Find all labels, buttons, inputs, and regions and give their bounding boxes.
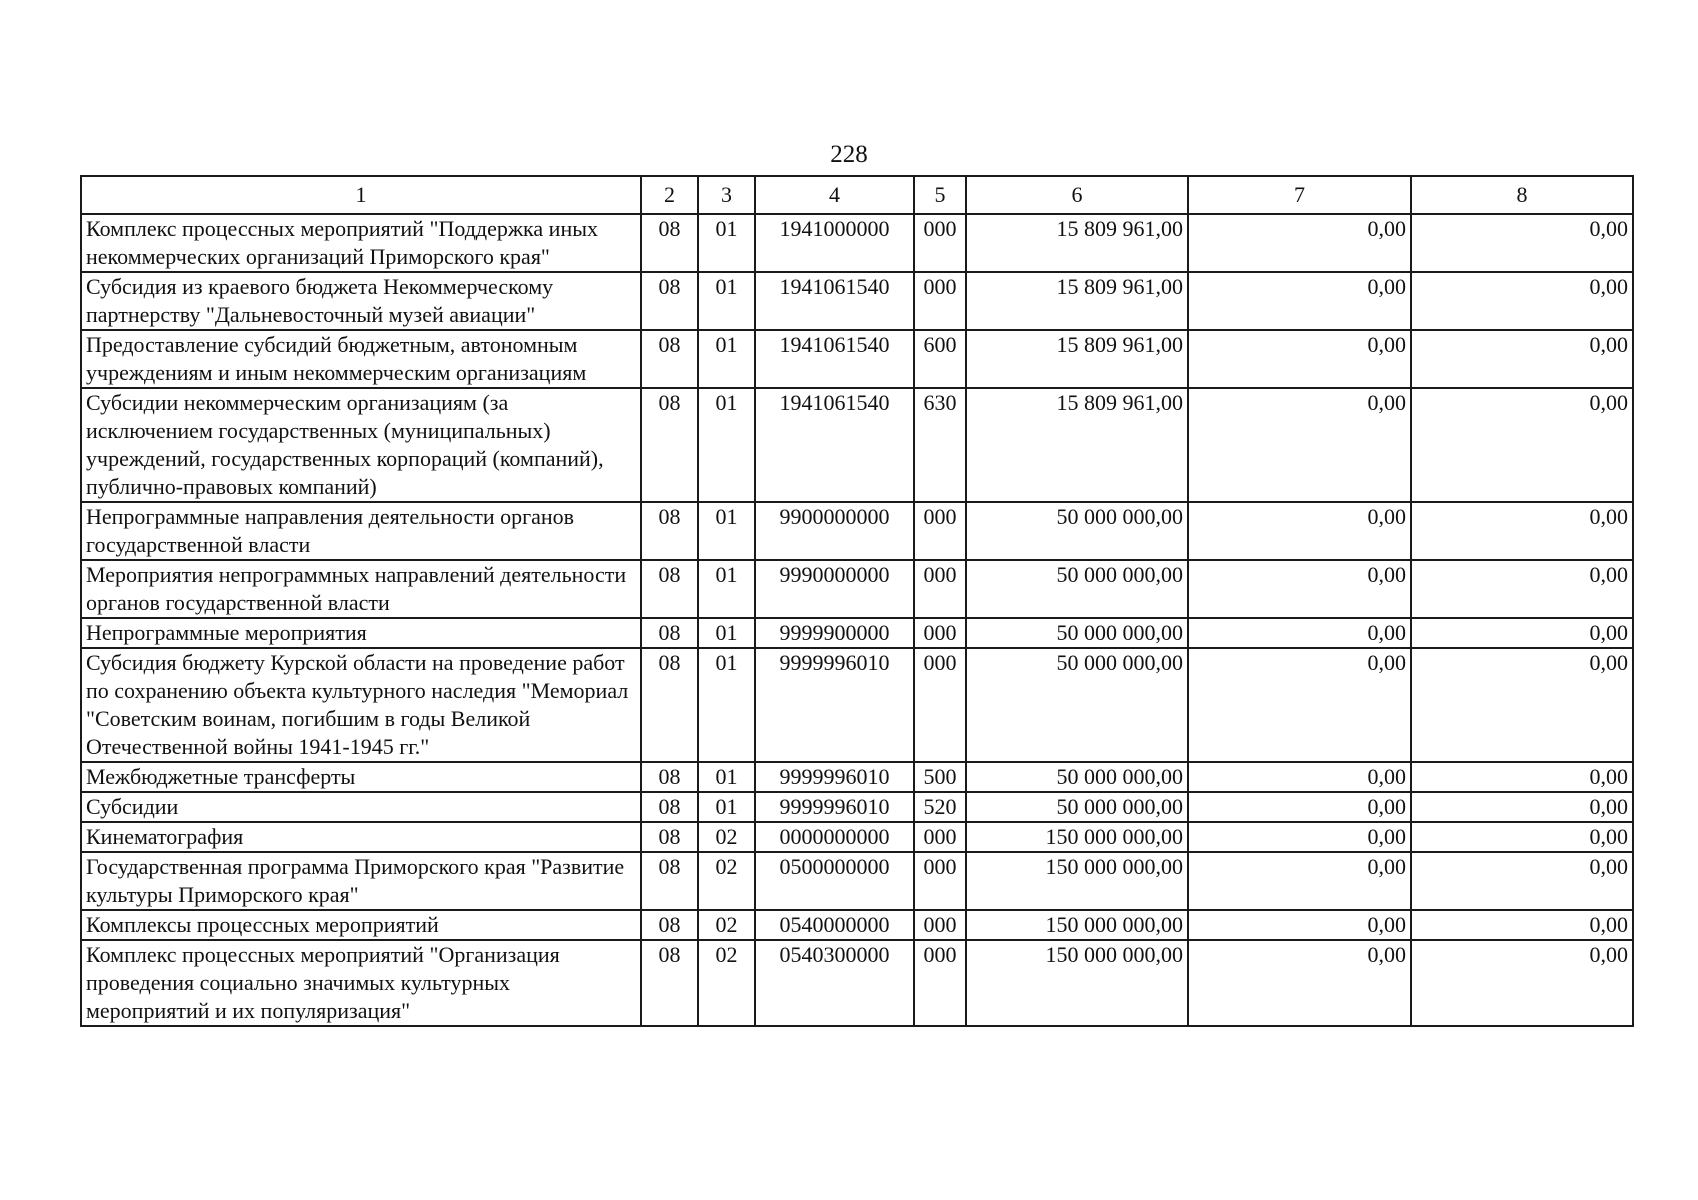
cell-subsection: 01 <box>698 618 755 648</box>
cell-target-article: 9999996010 <box>755 648 914 762</box>
cell-section: 08 <box>641 618 698 648</box>
cell-amount-6: 150 000 000,00 <box>966 940 1188 1026</box>
table-row <box>81 648 1633 762</box>
cell-target-article: 9999996010 <box>755 762 914 792</box>
cell-subsection: 01 <box>698 762 755 792</box>
row-name: Комплекс процессных мероприятий "Организация проведения социально значимых культурных мероприятий и их популяризация" <box>81 940 641 1026</box>
cell-amount-8: 0,00 <box>1411 910 1633 940</box>
row-name: Межбюджетные трансферты <box>81 762 641 792</box>
cell-amount-8: 0,00 <box>1411 272 1633 330</box>
cell-expense-type: 000 <box>914 560 966 618</box>
cell-amount-7: 0,00 <box>1188 792 1411 822</box>
cell-section: 08 <box>641 792 698 822</box>
cell-expense-type: 000 <box>914 822 966 852</box>
cell-section: 08 <box>641 388 698 502</box>
cell-amount-8: 0,00 <box>1411 618 1633 648</box>
cell-target-article: 9990000000 <box>755 560 914 618</box>
cell-section: 08 <box>641 648 698 762</box>
table-row <box>81 910 1633 940</box>
cell-amount-8: 0,00 <box>1411 648 1633 762</box>
cell-expense-type: 000 <box>914 618 966 648</box>
row-name: Субсидии некоммерческим организациям (за исключением государственных (муниципальных) учреждений, государственных корпораций (компаний), публично-правовых компаний) <box>81 388 641 502</box>
cell-subsection: 01 <box>698 272 755 330</box>
table-row <box>81 272 1633 330</box>
table-row <box>81 940 1633 1026</box>
cell-amount-8: 0,00 <box>1411 792 1633 822</box>
cell-expense-type: 000 <box>914 852 966 910</box>
table-row <box>81 618 1633 648</box>
cell-amount-8: 0,00 <box>1411 388 1633 502</box>
cell-expense-type: 000 <box>914 502 966 560</box>
row-name: Государственная программа Приморского края "Развитие культуры Приморского края" <box>81 852 641 910</box>
cell-amount-6: 150 000 000,00 <box>966 910 1188 940</box>
cell-target-article: 0540000000 <box>755 910 914 940</box>
column-header: 8 <box>1411 176 1633 214</box>
cell-section: 08 <box>641 910 698 940</box>
cell-amount-6: 50 000 000,00 <box>966 648 1188 762</box>
cell-target-article: 9999996010 <box>755 792 914 822</box>
cell-subsection: 02 <box>698 852 755 910</box>
table-row <box>81 330 1633 388</box>
cell-amount-7: 0,00 <box>1188 330 1411 388</box>
cell-subsection: 01 <box>698 648 755 762</box>
page-number: 228 <box>830 141 868 168</box>
budget-table <box>80 175 1634 1027</box>
row-name: Субсидия бюджету Курской области на проведение работ по сохранению объекта культурного наследия "Мемориал "Советским воинам, погибшим в годы Великой Отечественной войны 1941-1945 гг." <box>81 648 641 762</box>
cell-amount-8: 0,00 <box>1411 822 1633 852</box>
cell-section: 08 <box>641 852 698 910</box>
cell-subsection: 02 <box>698 910 755 940</box>
cell-amount-8: 0,00 <box>1411 852 1633 910</box>
table-row <box>81 822 1633 852</box>
cell-amount-6: 50 000 000,00 <box>966 502 1188 560</box>
cell-amount-6: 150 000 000,00 <box>966 852 1188 910</box>
cell-subsection: 01 <box>698 560 755 618</box>
row-name: Непрограммные направления деятельности органов государственной власти <box>81 502 641 560</box>
cell-amount-8: 0,00 <box>1411 330 1633 388</box>
cell-subsection: 02 <box>698 822 755 852</box>
table-body <box>81 214 1633 1026</box>
cell-subsection: 01 <box>698 214 755 272</box>
cell-target-article: 1941061540 <box>755 272 914 330</box>
row-name: Комплекс процессных мероприятий "Поддержка иных некоммерческих организаций Приморского края" <box>81 214 641 272</box>
cell-target-article: 9900000000 <box>755 502 914 560</box>
table-row <box>81 502 1633 560</box>
cell-amount-7: 0,00 <box>1188 214 1411 272</box>
cell-expense-type: 500 <box>914 762 966 792</box>
cell-amount-8: 0,00 <box>1411 940 1633 1026</box>
table-row <box>81 792 1633 822</box>
cell-amount-6: 15 809 961,00 <box>966 330 1188 388</box>
cell-amount-8: 0,00 <box>1411 214 1633 272</box>
column-header: 7 <box>1188 176 1411 214</box>
cell-amount-6: 150 000 000,00 <box>966 822 1188 852</box>
cell-amount-6: 15 809 961,00 <box>966 272 1188 330</box>
table-row <box>81 852 1633 910</box>
cell-target-article: 9999900000 <box>755 618 914 648</box>
cell-subsection: 02 <box>698 940 755 1026</box>
cell-amount-6: 50 000 000,00 <box>966 560 1188 618</box>
cell-section: 08 <box>641 272 698 330</box>
cell-amount-7: 0,00 <box>1188 822 1411 852</box>
column-header: 2 <box>641 176 698 214</box>
row-name: Непрограммные мероприятия <box>81 618 641 648</box>
cell-section: 08 <box>641 502 698 560</box>
cell-subsection: 01 <box>698 388 755 502</box>
cell-target-article: 1941061540 <box>755 388 914 502</box>
table-row <box>81 560 1633 618</box>
cell-amount-7: 0,00 <box>1188 762 1411 792</box>
cell-expense-type: 630 <box>914 388 966 502</box>
cell-target-article: 0000000000 <box>755 822 914 852</box>
table-header <box>81 176 1633 214</box>
cell-section: 08 <box>641 214 698 272</box>
cell-amount-7: 0,00 <box>1188 940 1411 1026</box>
table-row <box>81 214 1633 272</box>
cell-amount-6: 50 000 000,00 <box>966 762 1188 792</box>
cell-target-article: 0540300000 <box>755 940 914 1026</box>
cell-section: 08 <box>641 762 698 792</box>
cell-amount-6: 50 000 000,00 <box>966 618 1188 648</box>
cell-expense-type: 000 <box>914 940 966 1026</box>
cell-expense-type: 000 <box>914 272 966 330</box>
cell-target-article: 1941061540 <box>755 330 914 388</box>
cell-target-article: 0500000000 <box>755 852 914 910</box>
cell-subsection: 01 <box>698 502 755 560</box>
column-header: 4 <box>755 176 914 214</box>
row-name: Предоставление субсидий бюджетным, автономным учреждениям и иным некоммерческим организациям <box>81 330 641 388</box>
cell-expense-type: 520 <box>914 792 966 822</box>
cell-amount-6: 15 809 961,00 <box>966 388 1188 502</box>
cell-amount-7: 0,00 <box>1188 852 1411 910</box>
cell-amount-8: 0,00 <box>1411 762 1633 792</box>
cell-amount-6: 50 000 000,00 <box>966 792 1188 822</box>
cell-amount-8: 0,00 <box>1411 502 1633 560</box>
column-header: 1 <box>81 176 641 214</box>
cell-section: 08 <box>641 940 698 1026</box>
cell-amount-7: 0,00 <box>1188 648 1411 762</box>
cell-target-article: 1941000000 <box>755 214 914 272</box>
table-row <box>81 388 1633 502</box>
header-row <box>81 176 1633 214</box>
cell-expense-type: 000 <box>914 214 966 272</box>
row-name: Субсидия из краевого бюджета Некоммерческому партнерству "Дальневосточный музей авиации" <box>81 272 641 330</box>
cell-amount-6: 15 809 961,00 <box>966 214 1188 272</box>
cell-amount-7: 0,00 <box>1188 502 1411 560</box>
column-header: 5 <box>914 176 966 214</box>
cell-subsection: 01 <box>698 792 755 822</box>
cell-expense-type: 000 <box>914 648 966 762</box>
row-name: Комплексы процессных мероприятий <box>81 910 641 940</box>
cell-amount-7: 0,00 <box>1188 388 1411 502</box>
row-name: Мероприятия непрограммных направлений деятельности органов государственной власти <box>81 560 641 618</box>
cell-amount-7: 0,00 <box>1188 618 1411 648</box>
cell-section: 08 <box>641 330 698 388</box>
cell-amount-8: 0,00 <box>1411 560 1633 618</box>
cell-section: 08 <box>641 822 698 852</box>
cell-expense-type: 000 <box>914 910 966 940</box>
column-header: 6 <box>966 176 1188 214</box>
column-header: 3 <box>698 176 755 214</box>
cell-section: 08 <box>641 560 698 618</box>
cell-expense-type: 600 <box>914 330 966 388</box>
row-name: Кинематография <box>81 822 641 852</box>
table-row <box>81 762 1633 792</box>
row-name: Субсидии <box>81 792 641 822</box>
cell-subsection: 01 <box>698 330 755 388</box>
cell-amount-7: 0,00 <box>1188 272 1411 330</box>
cell-amount-7: 0,00 <box>1188 910 1411 940</box>
cell-amount-7: 0,00 <box>1188 560 1411 618</box>
